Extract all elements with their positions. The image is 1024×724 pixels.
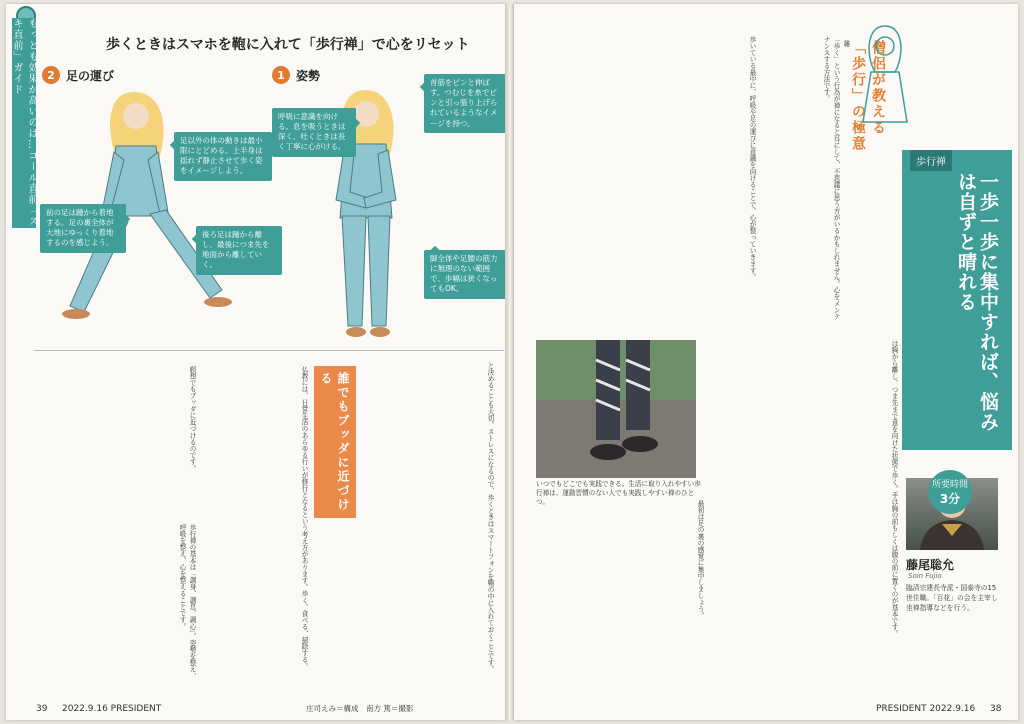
callout-gait-heel: 前の足は踵から着地する。足の裏全体が大地にゆっくり着地するのを感じよう。 (40, 204, 126, 253)
mid-heading: 誰でもブッダに近づける (314, 366, 356, 518)
section-label: 足の運び (66, 68, 115, 83)
body-column: 瞑想でもブッダに近づけるのです。 (188, 366, 196, 472)
page-title: 歩くときはスマホを鞄に入れて「歩行禅」で心をリセット (106, 37, 470, 53)
author-name: 藤尾聡允 (906, 558, 955, 572)
callout-gait-upper: 足以外の体の動きは最小限にとどめる。上半身は揺れず静止させて歩く姿をイメージしよう。 (174, 132, 272, 181)
footer-credit: 庄司えみ＝構成 南方 篤＝撮影 (306, 704, 414, 713)
footer-date: 2022.9.16 PRESIDENT (62, 704, 162, 714)
body-column: は胸から離し、つま先まで意を向けた状態で歩く。手は胸の前もしくは腹の前に置くのが基本です。 (890, 340, 898, 637)
section-divider (34, 350, 504, 351)
time-badge-label: 所要時間 (931, 480, 968, 490)
callout-posture-feet: 脚全体や足腰の筋力に無理のない範囲で、歩幅は狭くなってもOK。 (424, 250, 506, 299)
body-column: 「歩く」という行為が禅になると耳にして、不思議に思う方がいるかもしれません。心をメンテナンスする方法です。 (822, 36, 840, 320)
kicker: 僧侶が教える「歩行」の極意 (850, 40, 886, 152)
left-page (6, 4, 506, 720)
banner-tag: 歩行禅 (910, 150, 952, 171)
section-number: 1 (272, 66, 290, 84)
author-bio: 臨済宗建長寺派・国泰寺の15世住職。「百花」の会を主宰し坐禅指導などを行う。 (906, 584, 998, 612)
section-number: 2 (42, 66, 60, 84)
body-column: 仏教には、日常生活のあらゆる行いが修行となるという考え方があります。歩く、食べる、掃除する。 (300, 366, 308, 670)
photo-caption: いつでもどこでも実践できる。生活に取り入れやすい歩行禅は、運動習慣のない人でも実践しやすい禅のひとつ。 (536, 480, 701, 507)
callout-gait-back: 後ろ足は踵から離し、最後につま先を地面から離していく。 (196, 226, 282, 275)
footer-date: PRESIDENT 2022.9.16 (876, 704, 976, 714)
columnist-illustration (855, 20, 915, 130)
walking-legs-photo (536, 340, 696, 478)
headline-banner (902, 150, 1012, 450)
body-column: 雑 (842, 40, 850, 47)
body-column: 歩行禅の基本は「調身、調息、調心」。姿勢を整え、呼吸を整え、心を整えることです。 (178, 524, 196, 680)
body-column: と決めることも大切。ストレスになるので、歩くときはスマートフォンを鞄の中に入れておくことです。 (486, 362, 494, 673)
time-badge-value: 3分 (939, 492, 961, 506)
walking-photo (536, 340, 696, 478)
side-label: もっとも効果が高いのは…ゴール直前「スキ直前」ガイド (11, 18, 37, 227)
time-badge (928, 470, 972, 514)
banner-headline: 一歩一歩に集中すれば、悩みは自ずと晴れる (955, 172, 999, 432)
author-romaji: Soin Fujio (908, 572, 942, 580)
section-label: 姿勢 (296, 68, 321, 83)
body-column: 歩いている最中に、呼吸や足の運びに意識を向けることで、心が整っていきます。 (748, 36, 756, 281)
page-number: 39 (36, 704, 48, 714)
page-number: 38 (990, 704, 1002, 714)
callout-posture-head: 首筋をピンと伸ばす。つむじを糸でピンと引っ張り上げられているようなイメージを持つ。 (424, 74, 506, 133)
callout-posture-chest: 呼吸に意識を向ける。息を吸うときは深く、吐くときは長く丁寧に心がける。 (272, 108, 356, 157)
body-column: 最初は足の裏の感覚に集中しましょう。 (696, 500, 704, 619)
